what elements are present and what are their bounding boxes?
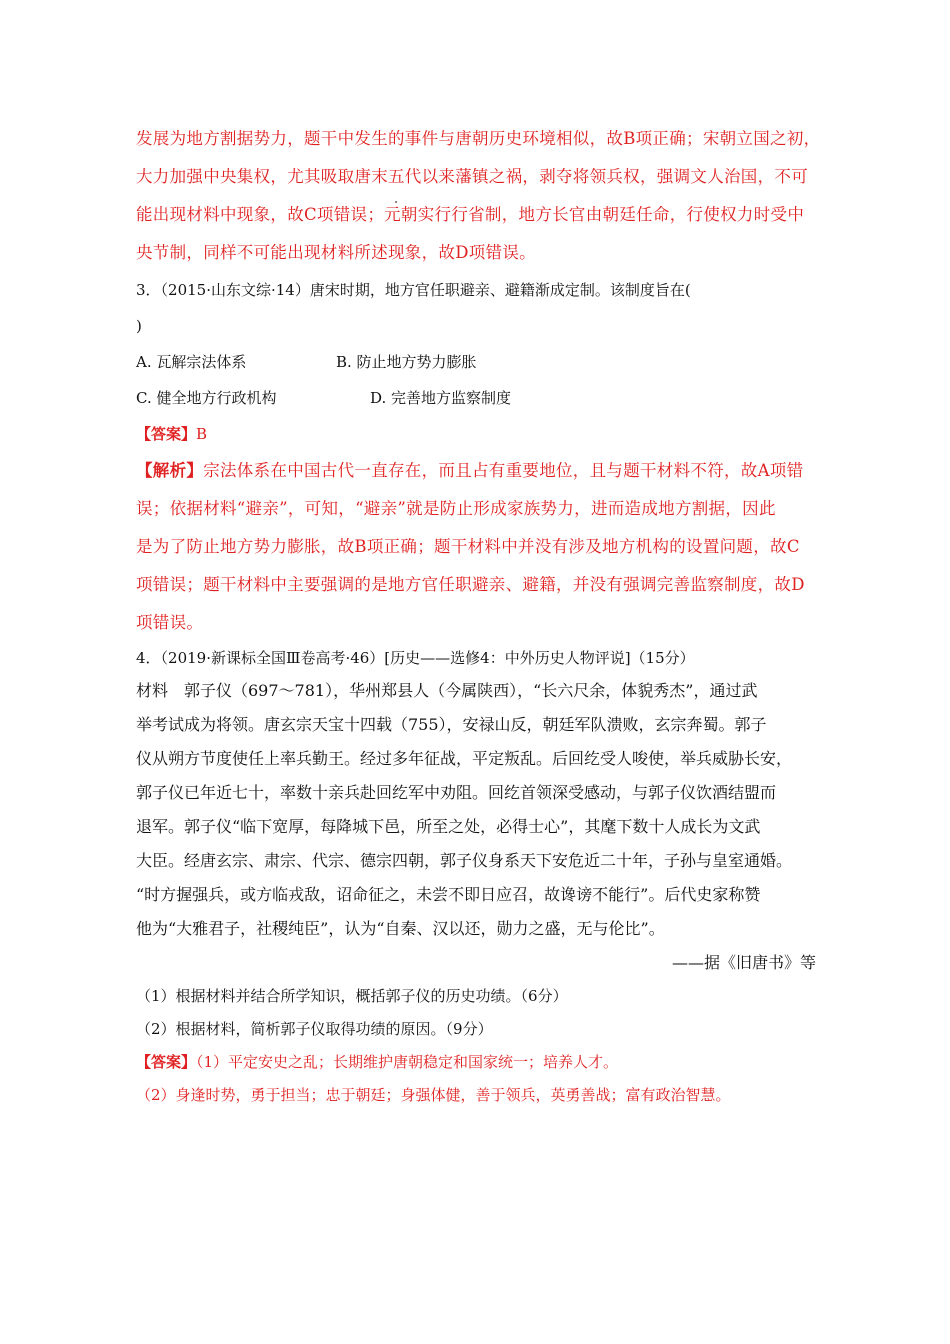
analysis-line: 项错误；题干材料中主要强调的是地方官任职避亲、避籍，并没有强调完善监察制度，故D — [136, 575, 805, 594]
question-3 — [136, 272, 826, 642]
analysis-text: 宗法体系在中国古代一直存在，而且占有重要地位，且与题干材料不符，故A项错 — [203, 461, 804, 480]
option-a: A. 瓦解宗法体系 — [136, 353, 247, 371]
analysis-block — [136, 452, 826, 642]
question-4 — [136, 642, 826, 1112]
analysis-line — [136, 452, 826, 490]
analysis-line: 央节制，同样不可能出现材料所述现象，故D项错误。 — [136, 243, 536, 262]
answer-2: （2）身逢时势，勇于担当；忠于朝廷；身强体健，善于领兵，英勇善战；富有政治智慧。 — [136, 1086, 731, 1104]
question-stem-end: ) — [136, 317, 142, 335]
material-source: ——据《旧唐书》等 — [671, 953, 816, 972]
material-line: “时方握强兵，或方临戎敌，诏命征之，未尝不即日应召，故谗谤不能行”。后代史家称赞 — [136, 885, 761, 904]
material-line: 郭子仪已年近七十，率数十亲兵赴回纥军中劝阻。回纥首领深受感动，与郭子仪饮酒结盟而 — [136, 783, 777, 802]
answer-tag: 【答案】 — [136, 1053, 197, 1071]
analysis-line: 发展为地方割据势力，题干中发生的事件与唐朝历史环境相似，故B项正确；宋朝立国之初， — [136, 129, 821, 148]
question-stem: 3．（2015·山东文综·14）唐宋时期，地方官任职避亲、避籍渐成定制。该制度旨在( — [136, 281, 691, 299]
material-block — [136, 674, 826, 980]
material-line: 他为“大雅君子，社稷纯臣”，认为“自秦、汉以还，勋力之盛，无与伦比”。 — [136, 919, 665, 938]
material-line: 退军。郭子仪“临下宽厚，每降城下邑，所至之处，必得士心”，其麾下数十人成长为文武 — [136, 817, 761, 836]
answer-line — [136, 416, 826, 452]
option-c: C. 健全地方行政机构 — [136, 389, 277, 407]
analysis-line: 能出现材料中现象，故C项错误；元朝实行行省制，地方长官由朝廷任命，行使权力时受中 — [136, 205, 805, 224]
analysis-line: 项错误。 — [136, 613, 204, 632]
options-row-1 — [136, 344, 826, 380]
answer-value: B — [196, 425, 208, 443]
material-line: 材料 郭子仪（697～781），华州郑县人（今属陕西），“长六尺余，体貌秀杰”，通过武 — [136, 681, 758, 700]
option-d: D. 完善地方监察制度 — [370, 389, 512, 407]
analysis-line: 是为了防止地方势力膨胀，故B项正确；题干材料中并没有涉及地方机构的设置问题，故C — [136, 537, 800, 556]
question-stem: 4．（2019·新课标全国Ⅲ卷高考·46）[历史——选修4：中外历史人物评说]（15分） — [136, 649, 695, 667]
sub-question-1: （1）根据材料并结合所学知识，概括郭子仪的历史功绩。（6分） — [136, 987, 568, 1005]
answer-1: （1）平定安史之乱；长期维护唐朝稳定和国家统一；培养人才。 — [196, 1053, 619, 1071]
material-line: 仪从朔方节度使任上率兵勤王。经过多年征战，平定叛乱。后回纥受人唆使，举兵威胁长安， — [136, 749, 793, 768]
analysis-tag: 【解析】 — [136, 461, 204, 480]
document-body — [136, 120, 826, 1112]
material-line: 大臣。经唐玄宗、肃宗、代宗、德宗四朝，郭子仪身系天下安危近二十年，子孙与皇室通婚。 — [136, 851, 793, 870]
material-line: 举考试成为将领。唐玄宗天宝十四载（755），安禄山反，朝廷军队溃败，玄宗奔蜀。郭子 — [136, 715, 767, 734]
answer-line — [136, 1046, 826, 1079]
option-b: B. 防止地方势力膨胀 — [336, 353, 477, 371]
sub-question-2: （2）根据材料，简析郭子仪取得功绩的原因。（9分） — [136, 1020, 493, 1038]
analysis-continuation — [136, 120, 826, 272]
options-row-2 — [136, 380, 826, 416]
analysis-line: 误；依据材料“避亲”，可知，“避亲”就是防止形成家族势力，进而造成地方割据，因此 — [136, 499, 776, 518]
analysis-line: 大力加强中央集权，尤其吸取唐末五代以来藩镇之祸，剥夺将领兵权，强调文人治国，不可 — [136, 167, 808, 186]
answer-tag: 【答案】 — [136, 425, 197, 443]
